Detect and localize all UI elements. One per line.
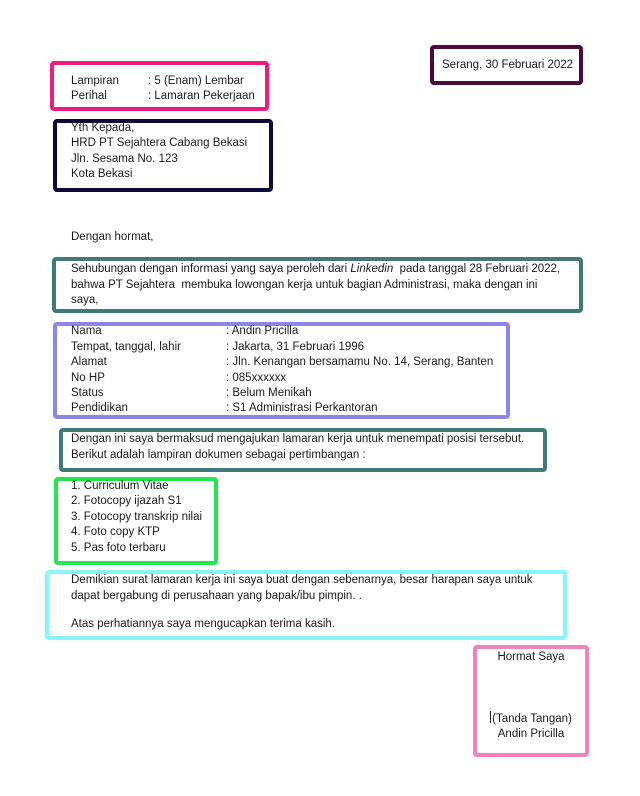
closing-line-2: dapat bergabung di perusahaan yang bapak/ibu pimpin. . — [71, 590, 362, 602]
recipient-line: Yth Kepada, — [71, 122, 135, 134]
intro-text: pada tanggal 28 Februari 2022, — [393, 263, 561, 275]
intro-text: Sehubungan dengan informasi yang saya peroleh dari — [71, 263, 351, 275]
closing-line-1: Demikian surat lamaran kerja ini saya buat dengan sebenarnya, besar harapan saya untuk — [71, 574, 533, 586]
profile-value: : Andin Pricilla — [226, 325, 299, 337]
text-cursor-icon — [490, 711, 491, 723]
profile-value: : Belum Menikah — [226, 387, 312, 399]
profile-value: : Jakarta, 31 Februari 1996 — [226, 341, 365, 353]
greeting: Dengan hormat, — [71, 231, 154, 243]
signature-placeholder-line — [473, 711, 589, 728]
intro-line-2: bahwa PT Sejahtera membuka lowongan kerja untuk bagian Administrasi, maka dengan ini — [71, 279, 538, 291]
profile-label: Alamat — [71, 356, 107, 368]
intro-line-1 — [71, 262, 560, 278]
place-date: Serang, 30 Februari 2022 — [442, 59, 574, 71]
purpose-line-1: Dengan ini saya bermaksud mengajukan lamaran kerja untuk menempati posisi tersebut. — [71, 433, 525, 445]
profile-label: Status — [71, 387, 104, 399]
signature-salutation: Hormat Saya — [497, 651, 565, 663]
profile-label: No HP — [71, 372, 105, 384]
closing-line-3: Atas perhatiannya saya mengucapkan terima kasih. — [71, 618, 336, 630]
recipient-line: Kota Bekasi — [71, 168, 133, 180]
place-date-box — [430, 45, 583, 85]
profile-value: : Jln. Kenangan bersamamu No. 14, Serang, Banten — [226, 356, 494, 368]
subject-value-perihal: : Lamaran Pekerjaan — [148, 90, 255, 102]
signature-name: Andin Pricilla — [497, 728, 565, 740]
profile-label: Nama — [71, 325, 102, 337]
purpose-line-2: Berikut adalah lampiran dokumen sebagai pertimbangan : — [71, 449, 366, 461]
recipient-line: Jln. Sesama No. 123 — [71, 153, 178, 165]
profile-label: Tempat, tanggal, lahir — [71, 341, 181, 353]
attachment-item: 3. Fotocopy transkrip nilai — [71, 511, 203, 523]
attachment-item: 4. Foto copy KTP — [71, 526, 160, 538]
subject-value-lampiran: : 5 (Enam) Lembar — [148, 75, 244, 87]
subject-label-lampiran: Lampiran — [71, 75, 119, 87]
intro-line-3: saya, — [71, 294, 99, 306]
attachment-item: 1. Curriculum Vitae — [71, 480, 169, 492]
profile-value: : 085xxxxxx — [226, 372, 287, 384]
intro-italic-source: Linkedin — [350, 263, 394, 275]
profile-value: : S1 Administrasi Perkantoran — [226, 402, 378, 414]
attachment-item: 5. Pas foto terbaru — [71, 542, 166, 554]
recipient-line: HRD PT Sejahtera Cabang Bekasi — [71, 137, 248, 149]
profile-label: Pendidikan — [71, 402, 128, 414]
signature-placeholder: (Tanda Tangan) — [492, 713, 572, 725]
attachment-item: 2. Fotocopy ijazah S1 — [71, 495, 182, 507]
subject-label-perihal: Perihal — [71, 90, 107, 102]
